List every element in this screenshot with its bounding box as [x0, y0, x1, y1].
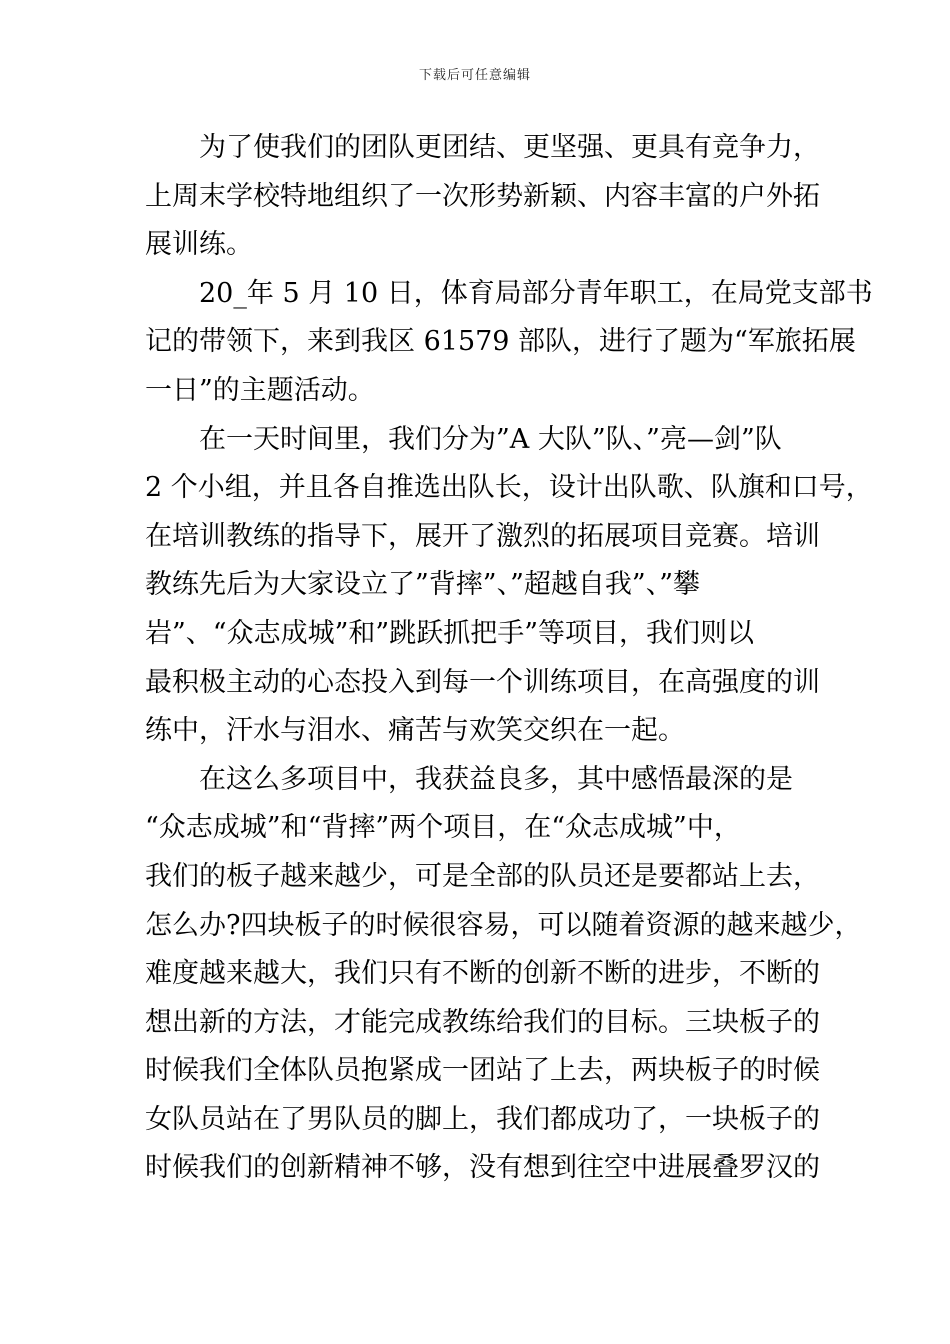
- text-line: 记的带领下，来到我区 61579 部队，进行了题为“军旅拓展: [145, 326, 856, 358]
- text-line: 女队员站在了男队员的脚上，我们都成功了，一块板子的: [145, 1103, 820, 1135]
- text-line: 怎么办?四块板子的时候很容易，可以随着资源的越来越少，: [145, 909, 862, 941]
- text-line: 在这么多项目中，我获益良多，其中感悟最深的是: [199, 763, 793, 795]
- paragraph-4: [145, 756, 862, 1193]
- text-line: 难度越来越大，我们只有不断的创新不断的进步，不断的: [145, 958, 820, 990]
- text-line: 练中，汗水与泪水、痛苦与欢笑交织在一起。: [145, 715, 685, 747]
- text-line: 一日”的主题活动。: [145, 374, 375, 406]
- text-line: 想出新的方法，才能完成教练给我们的目标。三块板子的: [145, 1006, 820, 1038]
- text-line: 在培训教练的指导下，展开了激烈的拓展项目竞赛。培训: [145, 520, 820, 552]
- text-line: 为了使我们的团队更团结、更坚强、更具有竞争力，: [199, 132, 820, 163]
- paragraph-3: [145, 416, 873, 756]
- text-line: 2 个小组，并且各自推选出队长，设计出队歌、队旗和口号，: [145, 472, 873, 504]
- header-note: 下载后可任意编辑: [418, 68, 531, 83]
- text-line: 时候我们全体队员抱紧成一团站了上去，两块板子的时候: [145, 1055, 820, 1087]
- text-line: 展训练。: [145, 229, 253, 261]
- text-line: 时候我们的创新精神不够，没有想到往空中进展叠罗汉的: [145, 1152, 820, 1184]
- text-line: 20_年 5 月 10 日，体育局部分青年职工，在局党支部书: [199, 277, 873, 309]
- paragraph-2: [145, 270, 873, 416]
- document-body: [145, 124, 873, 1193]
- text-line: 我们的板子越来越少，可是全部的队员还是要都站上去，: [145, 860, 820, 892]
- text-line: 上周末学校特地组织了一次形势新颖、内容丰富的户外拓: [145, 180, 820, 212]
- text-line: 教练先后为大家设立了”背摔”、”超越自我”、”攀: [145, 569, 701, 601]
- text-line: 在一天时间里，我们分为”A 大队”队、”亮—剑”队: [199, 423, 782, 455]
- text-line: “众志成城”和“背摔”两个项目，在“众志成城”中，: [145, 812, 741, 844]
- text-line: 最积极主动的心态投入到每一个训练项目，在高强度的训: [145, 666, 820, 698]
- text-line: 岩”、“众志成城”和”跳跃抓把手”等项目，我们则以: [145, 617, 755, 649]
- paragraph-1: [145, 124, 820, 270]
